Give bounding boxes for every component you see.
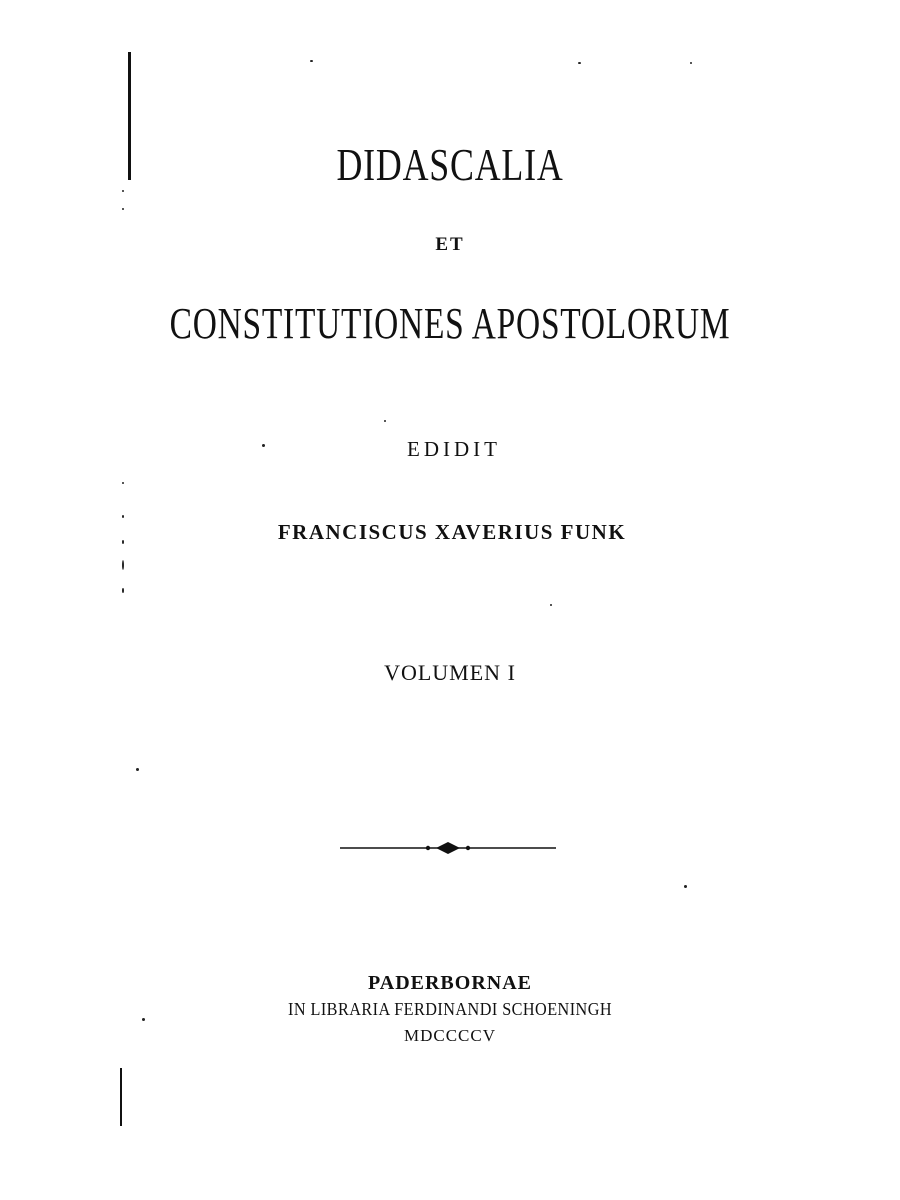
scan-speck bbox=[122, 588, 124, 593]
scan-speck bbox=[578, 62, 581, 64]
book-subtitle: CONSTITUTIONES APOSTOLORUM bbox=[169, 299, 731, 348]
scan-speck bbox=[384, 420, 386, 422]
imprint-place: PADERBORNAE bbox=[368, 972, 532, 994]
scan-speck bbox=[122, 482, 124, 484]
imprint-year: MDCCCCV bbox=[403, 1026, 497, 1045]
scan-speck bbox=[690, 62, 692, 64]
scan-speck bbox=[122, 208, 124, 210]
title-conjunction: ET bbox=[435, 234, 465, 255]
scan-speck bbox=[684, 885, 687, 888]
scan-edge-line-bottom bbox=[120, 1068, 122, 1126]
book-title: DIDASCALIA bbox=[336, 139, 564, 190]
ornamental-rule bbox=[340, 838, 556, 858]
volume-label: VOLUMEN I bbox=[384, 660, 516, 685]
imprint-publisher: IN LIBRARIA FERDINANDI SCHOENINGH bbox=[288, 999, 612, 1019]
scan-speck bbox=[136, 768, 139, 771]
scan-speck bbox=[122, 560, 124, 570]
scan-speck bbox=[122, 515, 124, 518]
scan-speck bbox=[550, 604, 552, 606]
scan-speck bbox=[310, 60, 313, 62]
author-name: FRANCISCUS XAVERIUS FUNK bbox=[277, 520, 627, 544]
edidit-label: EDIDIT bbox=[407, 437, 501, 461]
